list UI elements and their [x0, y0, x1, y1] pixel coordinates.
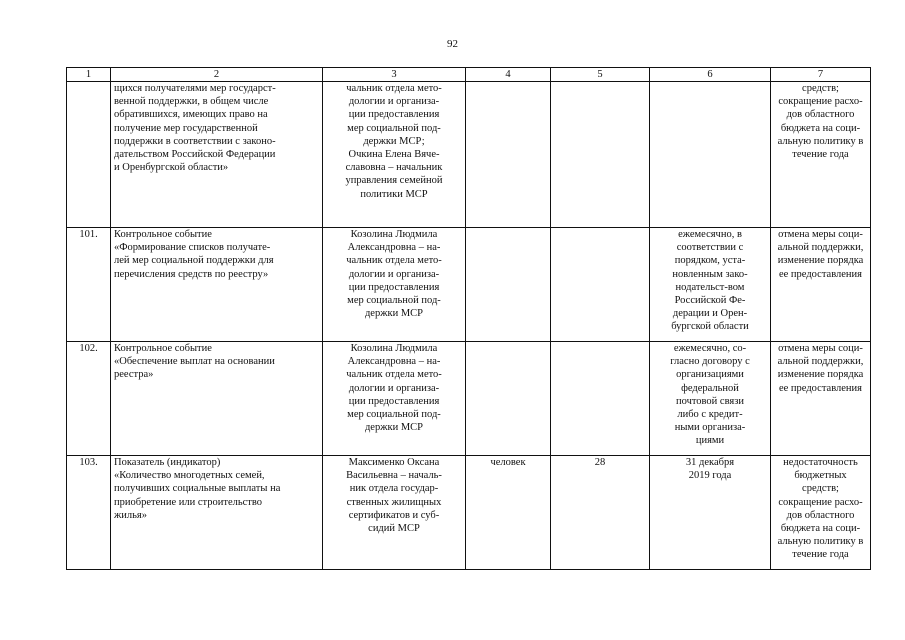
- row-value: [551, 82, 650, 228]
- row-deadline: ежемесячно, в соответствии с порядком, уста- новленным зако- нодательст-вом Российской Фе- дерации и Орен- бургской области: [650, 228, 771, 342]
- row-unit: [466, 342, 551, 456]
- row-number: 101.: [67, 228, 111, 342]
- row-description: Контрольное событие «Обеспечение выплат на основании реестра»: [111, 342, 323, 456]
- row-responsible: Козолина Людмила Александровна – на- чальник отдела мето- дологии и организа- ции предоставления мер социальной под- держки МСР: [323, 342, 466, 456]
- header-col-4: 4: [466, 68, 551, 82]
- row-risk: средств; сокращение расхо- дов областного бюджета на соци- альную политику в течение года: [771, 82, 871, 228]
- row-description: щихся получателями мер государст- венной поддержки, в общем числе обратившихся, имеющих право на получение мер государственной поддержки в соответствии с законо- дательством Российской Федерации и Оренбургской области»: [111, 82, 323, 228]
- table-row: [67, 342, 871, 456]
- row-unit: [466, 82, 551, 228]
- table-row: [67, 456, 871, 570]
- row-responsible: Козолина Людмила Александровна – на- чальник отдела мето- дологии и организа- ции предоставления мер социальной под- держки МСР: [323, 228, 466, 342]
- row-value: [551, 342, 650, 456]
- row-responsible: Максименко Оксана Васильевна – началь- ник отдела государ- ственных жилищных сертификатов и суб- сидий МСР: [323, 456, 466, 570]
- header-col-5: 5: [551, 68, 650, 82]
- header-col-1: 1: [67, 68, 111, 82]
- row-value: [551, 228, 650, 342]
- table-row: [67, 228, 871, 342]
- row-number: 102.: [67, 342, 111, 456]
- row-risk: отмена меры соци- альной поддержки, изменение порядка ее предоставления: [771, 228, 871, 342]
- row-unit: [466, 228, 551, 342]
- header-col-6: 6: [650, 68, 771, 82]
- row-risk: отмена меры соци- альной поддержки, изменение порядка ее предоставления: [771, 342, 871, 456]
- header-col-3: 3: [323, 68, 466, 82]
- header-col-7: 7: [771, 68, 871, 82]
- row-description: Показатель (индикатор) «Количество многодетных семей, получивших социальные выплаты на приобретение или строительство жилья»: [111, 456, 323, 570]
- row-risk: недостаточность бюджетных средств; сокращение расхо- дов областного бюджета на соци- альную политику в течение года: [771, 456, 871, 570]
- row-description: Контрольное событие «Формирование списков получате- лей мер социальной поддержки для перечисления средств по реестру»: [111, 228, 323, 342]
- row-deadline: [650, 82, 771, 228]
- row-number: 103.: [67, 456, 111, 570]
- row-responsible: чальник отдела мето- дологии и организа- ции предоставления мер социальной под- держки МСР; Очкина Елена Вяче- славовна – начальник управления семейной политики МСР: [323, 82, 466, 228]
- row-deadline: 31 декабря 2019 года: [650, 456, 771, 570]
- row-number: [67, 82, 111, 228]
- row-unit: человек: [466, 456, 551, 570]
- row-deadline: ежемесячно, со- гласно договору с организациями федеральной почтовой связи либо с кредит- ными организа- циями: [650, 342, 771, 456]
- document-table: [66, 67, 871, 570]
- row-value: 28: [551, 456, 650, 570]
- header-col-2: 2: [111, 68, 323, 82]
- table-header-row: [67, 68, 871, 82]
- page-number: 92: [447, 38, 458, 50]
- table-row: [67, 82, 871, 228]
